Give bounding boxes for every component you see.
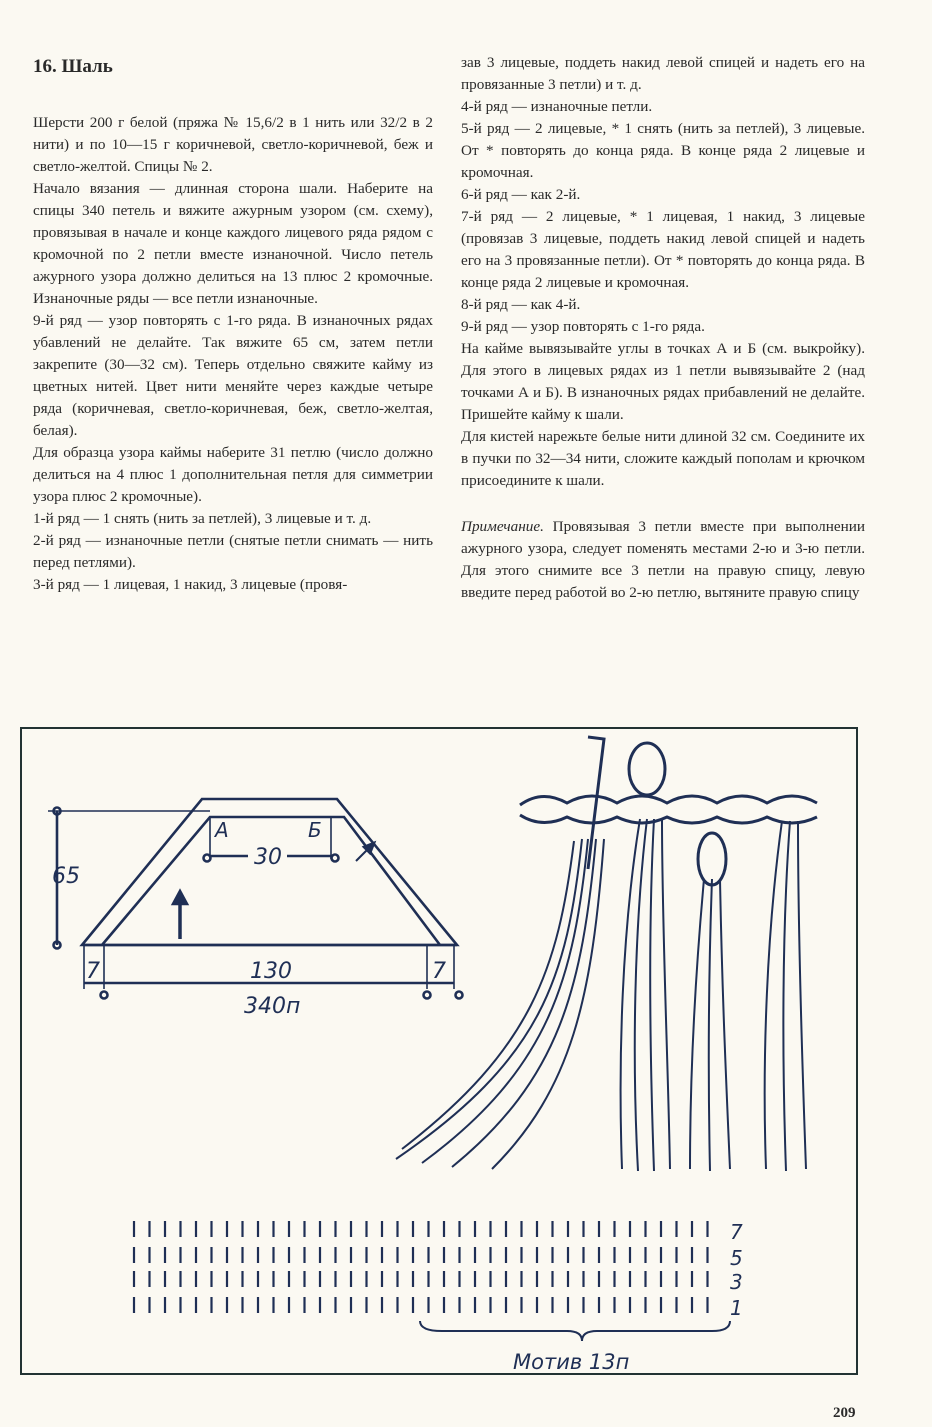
motif-label: Мотив 13п — [513, 1350, 630, 1374]
tassel-strand — [765, 821, 782, 1169]
tassel-strand — [621, 819, 640, 1169]
note-text: Провязывая 3 петли вместе при выполнении ажурного узора, следует поменять местами 2-ю и 3-ю петли. Для этого снимите все 3 петли на правую спицу, левую введите перед работой во 2-ю петлю, вытяните правую спицу — [461, 518, 865, 601]
tassel-knot — [698, 833, 726, 885]
height-label: 65 — [52, 864, 80, 889]
illustration-svg — [22, 729, 860, 1377]
openwork-pattern-chart — [134, 1221, 708, 1313]
tassel-strand — [422, 839, 588, 1163]
tassel-strand — [709, 879, 712, 1171]
row-number-label: 7 — [730, 1220, 743, 1244]
dim-dot — [424, 992, 431, 999]
paragraph: 9-й ряд — узор повторять с 1-го ряда. В изнаночных рядах убавлений не делайте. Так вяжите 65 см, затем петли закрепите (30—32 см). Теперь отдельно свяжите кайму из цветных нитей. Цвет нити меняйте через каждые четыре ряда (коричневая, светло-коричневая, беж, светло-желтая, белая). — [33, 312, 433, 439]
paragraph: 7-й ряд — 2 лицевые, * 1 лицевая, 1 накид, 3 лицевые (провязав 3 лицевые, поддеть накид левой спицей и надеть его на 3 провязанные петли). От * повторять до конца ряда. В конце ряда 2 лицевые и кромочная. — [461, 208, 865, 291]
right-column — [461, 52, 865, 604]
dim-dot — [101, 992, 108, 999]
dim-dot — [456, 992, 463, 999]
tassel-strand — [798, 821, 806, 1169]
base-width-label: 130 — [250, 959, 292, 984]
paragraph: 3-й ряд — 1 лицевая, 1 накид, 3 лицевые (провя- — [33, 576, 348, 593]
row-number-label: 3 — [730, 1270, 743, 1294]
tassel-strand — [452, 839, 596, 1167]
tassel-loop — [629, 743, 665, 795]
paragraph: 8-й ряд — как 4-й. — [461, 296, 581, 313]
fabric-edge — [520, 815, 817, 823]
tassel-illustration — [396, 737, 817, 1171]
tassel-strand — [396, 839, 582, 1159]
tassel-strand — [783, 821, 790, 1171]
paragraph: 5-й ряд — 2 лицевые, * 1 снять (нить за петлей), 3 лицевые. От * повторять до конца ряда. В конце ряда 2 лицевые и кромочная. — [461, 120, 865, 181]
motif-brace — [420, 1321, 730, 1341]
illustration-frame — [20, 727, 858, 1375]
tassel-strand — [492, 839, 604, 1169]
paragraph: 2-й ряд — изнаночные петли (снятые петли снимать — нить перед петлями). — [33, 532, 433, 571]
paragraph: Начало вязания — длинная сторона шали. Наберите на спицы 340 петель и вяжите ажурным узором (см. схему), провязывая в начале и конце каждого лицевого ряда рядом с кромочной по 2 петли вместе изнаночной. Число петель ажурного узора должно делиться на 13 плюс 2 кромочные. Изнаночные ряды — все петли изнаночные. — [33, 180, 433, 307]
tassel-strand — [650, 819, 654, 1171]
schematic-outline — [82, 799, 457, 945]
paragraph: Шерсти 200 г белой (пряжа № 15,6/2 в 1 нить или 32/2 в 2 нити) и по 10—15 г коричневой, светло-коричневой, беж и светло-желтой. Спицы № 2. — [33, 114, 433, 175]
paragraph: 9-й ряд — узор повторять с 1-го ряда. — [461, 318, 705, 335]
total-stitches-label: 340п — [244, 994, 301, 1019]
arrow-head — [173, 891, 187, 904]
dim-dot — [332, 855, 339, 862]
note-paragraph — [461, 516, 865, 604]
paragraph: 6-й ряд — как 2-й. — [461, 186, 581, 203]
tassel-strand — [720, 879, 730, 1169]
paragraph: На кайме вывязывайте углы в точках А и Б (см. выкройку). Для этого в лицевых рядах из 1 петли вывязывайте 2 (над точками А и Б). В изнаночных рядах прибавлений не делайте. Пришейте кайму к шали. — [461, 340, 865, 423]
dim-dot — [204, 855, 211, 862]
page-number: 209 — [833, 1405, 856, 1421]
paragraph: зав 3 лицевые, поддеть накид левой спицей и надеть его на провязанные 3 петли) и т. д. — [461, 54, 865, 93]
note-label: Примечание. — [461, 518, 544, 535]
tassel-strand — [635, 819, 647, 1171]
tassel-strand — [662, 819, 670, 1169]
top-width-label: 30 — [254, 845, 282, 870]
tassel-strand — [690, 879, 704, 1169]
paragraph: 1-й ряд — 1 снять (нить за петлей), 3 лицевые и т. д. — [33, 510, 372, 527]
right-side-label: 7 — [432, 959, 446, 984]
paragraph: Для кистей нарежьте белые нити длиной 32 см. Соедините их в пучки по 32—34 нити, сложите каждый пополам и крючком присоедините к шали. — [461, 428, 865, 489]
row-number-label: 5 — [730, 1246, 743, 1270]
fabric-edge — [520, 796, 817, 805]
paragraph: 4-й ряд — изнаночные петли. — [461, 98, 653, 115]
row-number-label: 1 — [730, 1296, 743, 1320]
left-side-label: 7 — [86, 959, 100, 984]
paragraph: Для образца узора каймы наберите 31 петлю (число должно делиться на 4 плюс 1 дополнительная петля для симметрии узора плюс 2 кромочные). — [33, 444, 433, 505]
point-a-label: А — [215, 818, 229, 842]
schematic-inner — [102, 817, 440, 945]
article-title: 16. Шаль — [33, 56, 113, 77]
left-column — [33, 52, 433, 596]
point-b-label: Б — [308, 818, 322, 842]
